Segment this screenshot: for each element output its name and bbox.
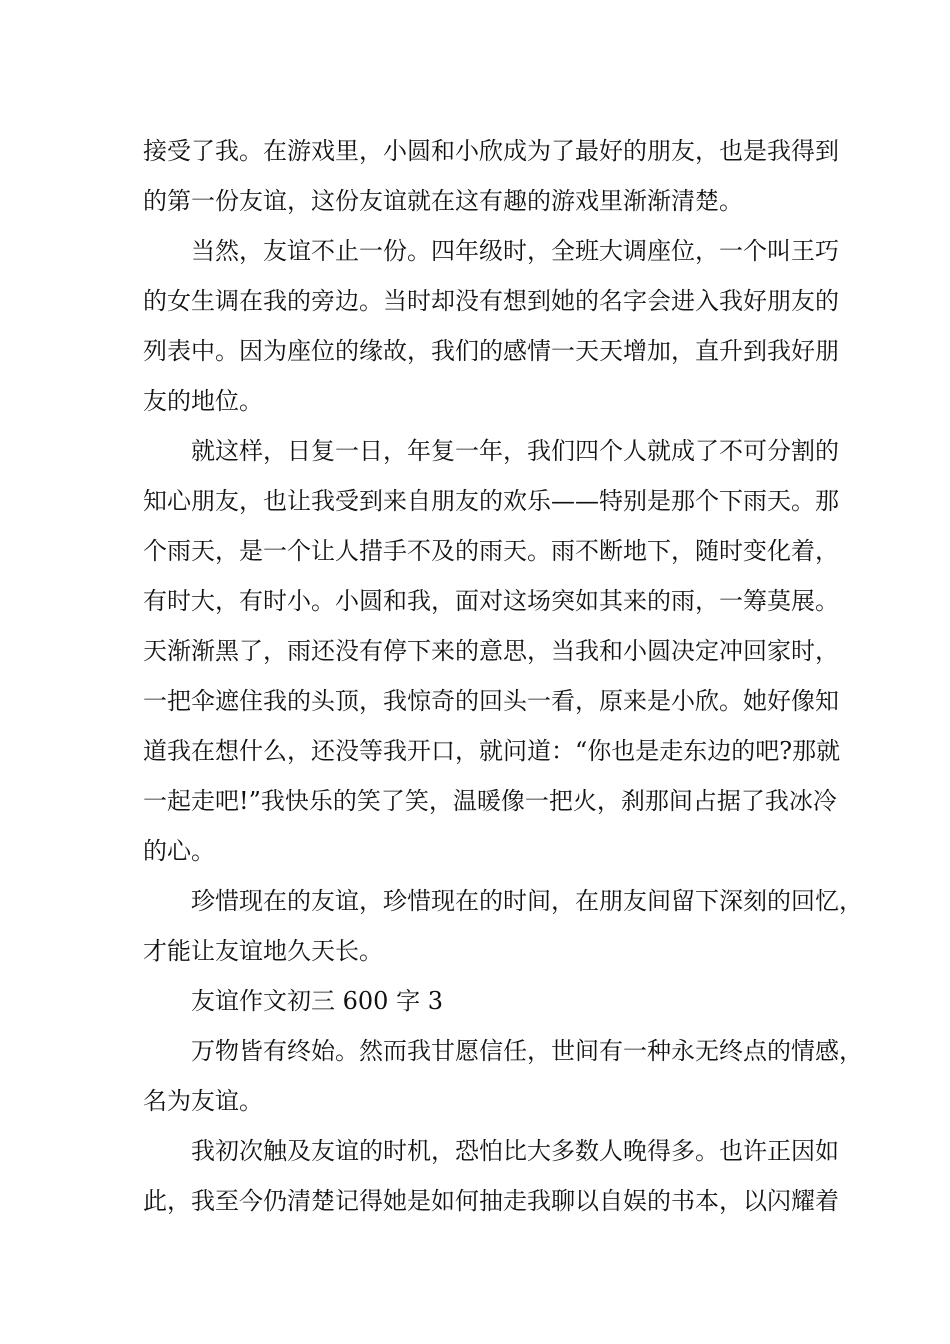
paragraph-first-line: 万物皆有终始。然而我甘愿信任，世间有一种永无终点的情感， (191, 1037, 863, 1065)
paragraph-first-line: 我初次触及友谊的时机，恐怕比大多数人晚得多。也许正因如 (191, 1137, 839, 1165)
body-text-line: 友的地位。 (143, 387, 263, 415)
paragraph-first-line: 珍惜现在的友谊，珍惜现在的时间，在朋友间留下深刻的回忆， (191, 887, 863, 915)
body-text-line: 接受了我。在游戏里，小圆和小欣成为了最好的朋友，也是我得到 (143, 137, 839, 165)
body-text-line: 有时大，有时小。小圆和我，面对这场突如其来的雨，一筹莫展。 (143, 587, 839, 615)
body-text-line: 列表中。因为座位的缘故，我们的感情一天天增加，直升到我好朋 (143, 337, 839, 365)
body-text-line: 的心。 (143, 837, 215, 865)
paragraph-first-line: 当然，友谊不止一份。四年级时，全班大调座位，一个叫王巧 (191, 237, 839, 265)
body-text-line: 名为友谊。 (143, 1087, 263, 1115)
body-text-line: 的女生调在我的旁边。当时却没有想到她的名字会进入我好朋友的 (143, 287, 839, 315)
body-text-line: 的第一份友谊，这份友谊就在这有趣的游戏里渐渐清楚。 (143, 187, 743, 215)
body-text-line: 道我在想什么，还没等我开口，就问道：“你也是走东边的吧?那就 (143, 737, 841, 765)
paragraph-first-line: 就这样，日复一日，年复一年，我们四个人就成了不可分割的 (191, 437, 839, 465)
body-text-line: 此，我至今仍清楚记得她是如何抽走我聊以自娱的书本，以闪耀着 (143, 1187, 839, 1215)
body-text-line: 知心朋友，也让我受到来自朋友的欢乐——特别是那个下雨天。那 (143, 487, 839, 515)
body-text-line: 个雨天，是一个让人措手不及的雨天。雨不断地下，随时变化着， (143, 537, 839, 565)
body-text-line: 一起走吧!”我快乐的笑了笑，温暖像一把火，刹那间占据了我冰冷 (143, 787, 837, 815)
body-text-line: 天渐渐黑了，雨还没有停下来的意思，当我和小圆决定冲回家时， (143, 637, 839, 665)
body-text-line: 一把伞遮住我的头顶，我惊奇的回头一看，原来是小欣。她好像知 (143, 687, 839, 715)
section-heading: 友谊作文初三 600 字 3 (191, 987, 443, 1015)
body-text-line: 才能让友谊地久天长。 (143, 937, 383, 965)
